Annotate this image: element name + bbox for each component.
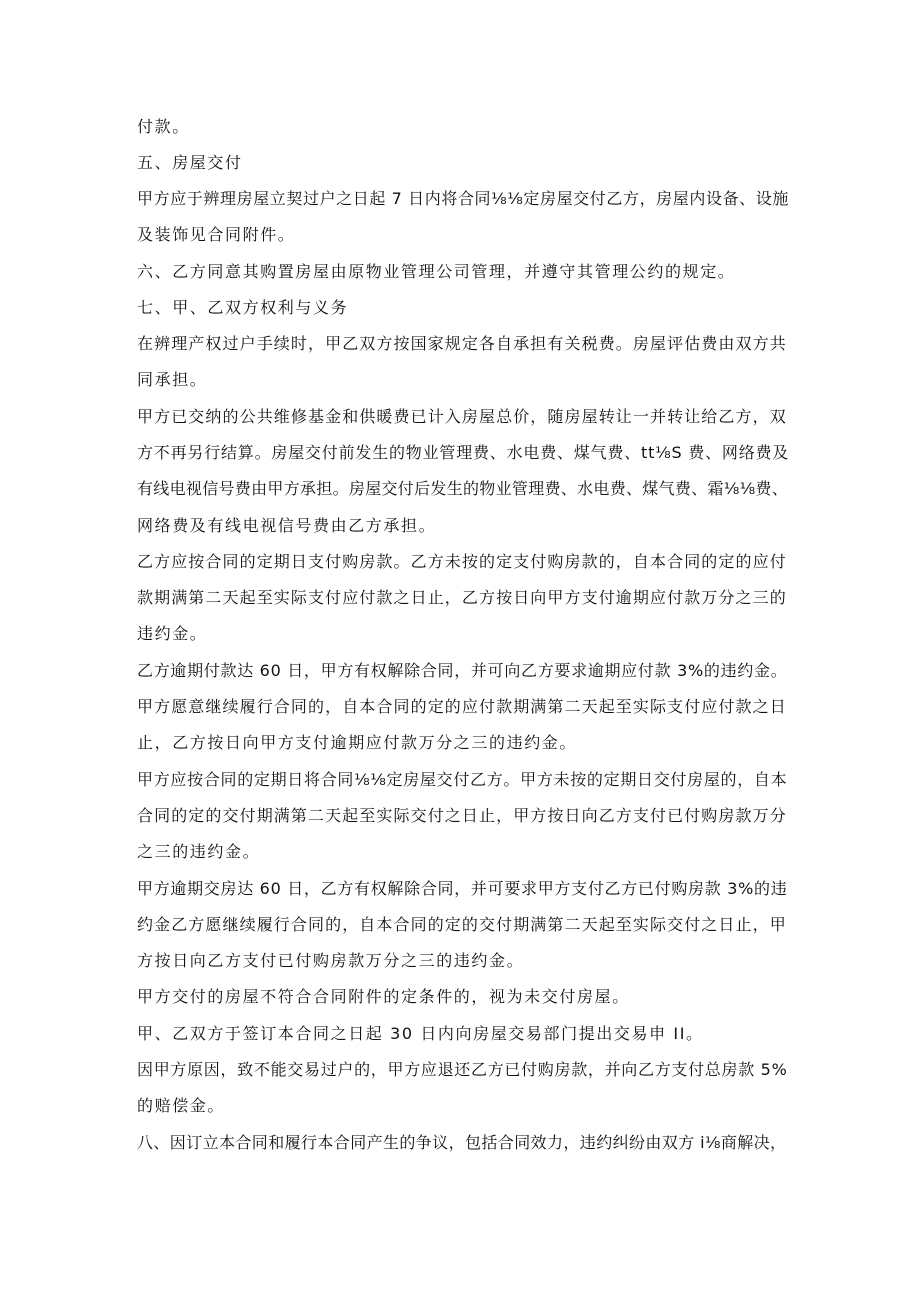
text-line: 乙方应按合同的定期日支付购房款。乙方未按的定支付购房款的，自本合同的定的应付 xyxy=(137,552,787,571)
text-line: 甲方应于辨理房屋立契过户之日起 7 日内将合同⅛⅛定房屋交付乙方，房屋内设备、设施 xyxy=(137,189,789,208)
text-line: 在辨理产权过户手续时，甲乙双方按国家规定各自承担有关税费。房屋评估费由双方共 xyxy=(137,334,787,353)
section-heading: 七、甲、乙双方权利与义务 xyxy=(137,298,349,317)
text-line: 乙方逾期付款达 60 日，甲方有权解除合同，并可向乙方要求逾期应付款 3%的违约金。 xyxy=(137,661,788,680)
text-line: 约金乙方愿继续履行合同的，自本合同的定的交付期满第二天起至实际交付之日止，甲 xyxy=(137,915,787,934)
text-line: 的赔偿金。 xyxy=(137,1096,226,1115)
text-line: 方按日向乙方支付已付购房款万分之三的违约金。 xyxy=(137,951,525,970)
text-line: 甲方逾期交房达 60 日，乙方有权解除合同，并可要求甲方支付乙方已付购房款 3%的违 xyxy=(137,879,788,898)
text-line: 有线电视信号费由甲方承担。房屋交付后发生的物业管理费、水电费、煤气费、霜⅛⅛费、 xyxy=(137,479,789,498)
section-heading: 八、因订立本合同和履行本合同产生的争议，包括合同效力，违约纠纷由双方 i⅛商解决， xyxy=(137,1133,787,1152)
section-heading: 五、房屋交付 xyxy=(137,153,243,172)
text-line: 甲方应按合同的定期日将合同⅛⅛定房屋交付乙方。甲方未按的定期日交付房屋的，自本 xyxy=(137,770,788,789)
text-line: 之三的违约金。 xyxy=(137,842,261,861)
text-line: 同承担。 xyxy=(137,370,208,389)
text-line: 甲方已交纳的公共维修基金和供暖费已计入房屋总价，随房屋转让一并转让给乙方，双 xyxy=(137,407,787,426)
text-line: 网络费及有线电视信号费由乙方承担。 xyxy=(137,516,437,535)
text-line: 款期满第二天起至实际支付应付款之日止，乙方按日向甲方支付逾期应付款万分之三的 xyxy=(137,588,787,607)
text-line: 甲方愿意继续履行合同的，自本合同的定的应付款期满第二天起至实际支付应付款之日 xyxy=(137,697,787,716)
text-line: 合同的定的交付期满第二天起至实际交付之日止，甲方按日向乙方支付已付购房款万分 xyxy=(137,806,787,825)
text-line: 因甲方原因，致不能交易过户的，甲方应退还乙方已付购房款，并向乙方支付总房款 5% xyxy=(137,1060,788,1079)
text-line: 甲、乙双方于签订本合同之日起 30 日内向房屋交易部门提出交易申 II。 xyxy=(137,1024,704,1043)
text-line: 违约金。 xyxy=(137,624,208,643)
section-heading: 六、乙方同意其购置房屋由原物业管理公司管理，并遵守其管理公约的规定。 xyxy=(137,262,736,281)
text-line: 甲方交付的房屋不符合合同附件的定条件的，视为未交付房屋。 xyxy=(137,987,630,1006)
text-line: 付款。 xyxy=(137,117,190,136)
text-line: 方不再另行结算。房屋交付前发生的物业管理费、水电费、煤气费、tt⅛S 费、网络费及 xyxy=(137,443,790,462)
text-line: 及装饰见合同附件。 xyxy=(137,225,296,244)
text-line: 止，乙方按日向甲方支付逾期应付款万分之三的违约金。 xyxy=(137,733,578,752)
